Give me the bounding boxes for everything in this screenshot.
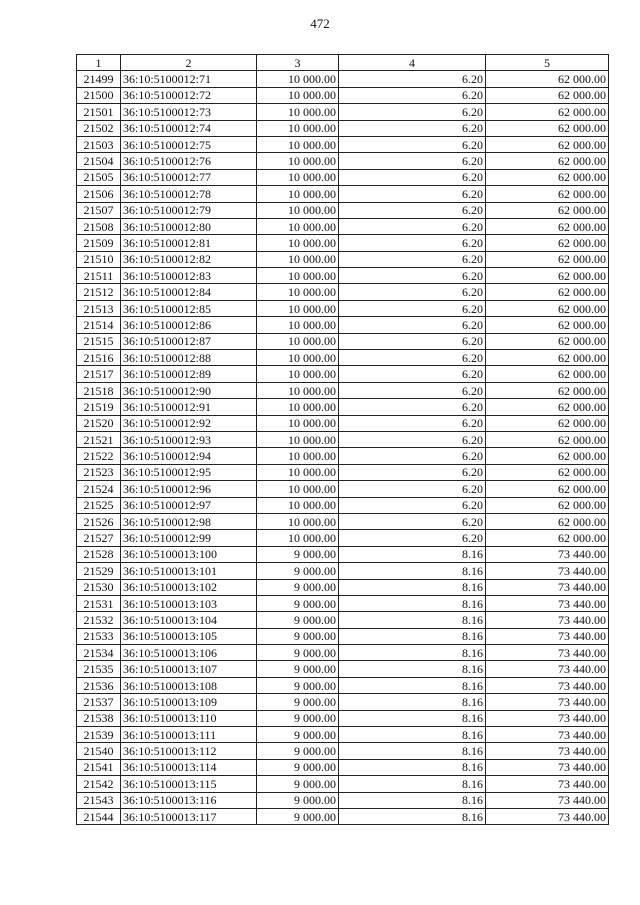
row-number-cell: 21507: [77, 202, 121, 218]
rate-cell: 6.20: [339, 235, 486, 251]
area-cell: 10 000.00: [257, 186, 339, 202]
area-cell: 10 000.00: [257, 169, 339, 185]
amount-cell: 62 000.00: [486, 169, 609, 185]
amount-cell: 62 000.00: [486, 202, 609, 218]
rate-cell: 6.20: [339, 415, 486, 431]
area-cell: 10 000.00: [257, 431, 339, 447]
area-cell: 10 000.00: [257, 530, 339, 546]
cadastral-number-cell: 36:10:5100012:79: [121, 202, 257, 218]
rate-cell: 6.20: [339, 120, 486, 136]
cadastral-number-cell: 36:10:5100013:110: [121, 710, 257, 726]
table-row: [77, 530, 609, 546]
row-number-cell: 21535: [77, 661, 121, 677]
area-cell: 10 000.00: [257, 497, 339, 513]
area-cell: 10 000.00: [257, 366, 339, 382]
cadastral-number-cell: 36:10:5100012:95: [121, 464, 257, 480]
area-cell: 10 000.00: [257, 399, 339, 415]
area-cell: 10 000.00: [257, 218, 339, 234]
row-number-cell: 21506: [77, 186, 121, 202]
amount-cell: 73 440.00: [486, 710, 609, 726]
table-row: [77, 251, 609, 267]
area-cell: 10 000.00: [257, 251, 339, 267]
amount-cell: 62 000.00: [486, 218, 609, 234]
rate-cell: 8.16: [339, 628, 486, 644]
cadastral-number-cell: 36:10:5100012:84: [121, 284, 257, 300]
cadastral-number-cell: 36:10:5100013:108: [121, 677, 257, 693]
row-number-cell: 21542: [77, 776, 121, 792]
cadastral-number-cell: 36:10:5100012:74: [121, 120, 257, 136]
rate-cell: 6.20: [339, 399, 486, 415]
page-number: 472: [310, 16, 330, 31]
table-row: [77, 464, 609, 480]
rate-cell: 6.20: [339, 513, 486, 529]
area-cell: 10 000.00: [257, 284, 339, 300]
amount-cell: 62 000.00: [486, 71, 609, 87]
row-number-cell: 21503: [77, 136, 121, 152]
table-row: [77, 808, 609, 824]
table-row: [77, 710, 609, 726]
row-number-cell: 21510: [77, 251, 121, 267]
area-cell: 10 000.00: [257, 202, 339, 218]
cadastral-number-cell: 36:10:5100013:101: [121, 563, 257, 579]
area-cell: 10 000.00: [257, 513, 339, 529]
rate-cell: 6.20: [339, 104, 486, 120]
cadastral-number-cell: 36:10:5100012:92: [121, 415, 257, 431]
cadastral-number-cell: 36:10:5100013:117: [121, 808, 257, 824]
area-cell: 9 000.00: [257, 727, 339, 743]
amount-cell: 73 440.00: [486, 612, 609, 628]
table-row: [77, 661, 609, 677]
cadastral-number-cell: 36:10:5100013:107: [121, 661, 257, 677]
area-cell: 10 000.00: [257, 415, 339, 431]
amount-cell: 62 000.00: [486, 382, 609, 398]
rate-cell: 6.20: [339, 136, 486, 152]
amount-cell: 62 000.00: [486, 481, 609, 497]
area-cell: 10 000.00: [257, 71, 339, 87]
table-row: [77, 317, 609, 333]
column-header-4: 4: [339, 55, 486, 71]
table-row: [77, 415, 609, 431]
cadastral-number-cell: 36:10:5100012:87: [121, 333, 257, 349]
area-cell: 9 000.00: [257, 808, 339, 824]
row-number-cell: 21501: [77, 104, 121, 120]
cadastral-number-cell: 36:10:5100012:89: [121, 366, 257, 382]
area-cell: 10 000.00: [257, 317, 339, 333]
table-row: [77, 186, 609, 202]
row-number-cell: 21499: [77, 71, 121, 87]
area-cell: 10 000.00: [257, 136, 339, 152]
table-row: [77, 300, 609, 316]
rate-cell: 6.20: [339, 431, 486, 447]
amount-cell: 62 000.00: [486, 399, 609, 415]
cadastral-number-cell: 36:10:5100013:100: [121, 546, 257, 562]
table-row: [77, 481, 609, 497]
rate-cell: 8.16: [339, 546, 486, 562]
area-cell: 9 000.00: [257, 628, 339, 644]
row-number-cell: 21525: [77, 497, 121, 513]
cadastral-number-cell: 36:10:5100013:109: [121, 694, 257, 710]
row-number-cell: 21511: [77, 268, 121, 284]
row-number-cell: 21532: [77, 612, 121, 628]
cadastral-number-cell: 36:10:5100012:91: [121, 399, 257, 415]
amount-cell: 62 000.00: [486, 431, 609, 447]
table-row: [77, 169, 609, 185]
rate-cell: 8.16: [339, 743, 486, 759]
rate-cell: 6.20: [339, 153, 486, 169]
amount-cell: 62 000.00: [486, 235, 609, 251]
cadastral-number-cell: 36:10:5100013:104: [121, 612, 257, 628]
table-row: [77, 382, 609, 398]
area-cell: 9 000.00: [257, 792, 339, 808]
cadastral-number-cell: 36:10:5100012:85: [121, 300, 257, 316]
row-number-cell: 21533: [77, 628, 121, 644]
table-row: [77, 448, 609, 464]
row-number-cell: 21519: [77, 399, 121, 415]
table-row: [77, 399, 609, 415]
rate-cell: 6.20: [339, 218, 486, 234]
row-number-cell: 21513: [77, 300, 121, 316]
cadastral-number-cell: 36:10:5100013:105: [121, 628, 257, 644]
row-number-cell: 21540: [77, 743, 121, 759]
amount-cell: 73 440.00: [486, 727, 609, 743]
amount-cell: 62 000.00: [486, 497, 609, 513]
rate-cell: 6.20: [339, 530, 486, 546]
cadastral-number-cell: 36:10:5100013:116: [121, 792, 257, 808]
amount-cell: 73 440.00: [486, 563, 609, 579]
area-cell: 9 000.00: [257, 710, 339, 726]
cadastral-number-cell: 36:10:5100013:106: [121, 645, 257, 661]
area-cell: 9 000.00: [257, 677, 339, 693]
cadastral-number-cell: 36:10:5100012:75: [121, 136, 257, 152]
rate-cell: 6.20: [339, 333, 486, 349]
table-row: [77, 628, 609, 644]
area-cell: 10 000.00: [257, 153, 339, 169]
area-cell: 10 000.00: [257, 481, 339, 497]
row-number-cell: 21520: [77, 415, 121, 431]
rate-cell: 6.20: [339, 87, 486, 103]
rate-cell: 6.20: [339, 186, 486, 202]
area-cell: 9 000.00: [257, 563, 339, 579]
row-number-cell: 21534: [77, 645, 121, 661]
rate-cell: 6.20: [339, 317, 486, 333]
amount-cell: 73 440.00: [486, 694, 609, 710]
area-cell: 10 000.00: [257, 382, 339, 398]
amount-cell: 73 440.00: [486, 677, 609, 693]
amount-cell: 62 000.00: [486, 530, 609, 546]
table-row: [77, 202, 609, 218]
rate-cell: 8.16: [339, 661, 486, 677]
amount-cell: 73 440.00: [486, 628, 609, 644]
table-row: [77, 563, 609, 579]
table-row: [77, 776, 609, 792]
row-number-cell: 21509: [77, 235, 121, 251]
amount-cell: 73 440.00: [486, 792, 609, 808]
table-row: [77, 235, 609, 251]
table-row: [77, 546, 609, 562]
row-number-cell: 21528: [77, 546, 121, 562]
rate-cell: 6.20: [339, 366, 486, 382]
area-cell: 10 000.00: [257, 120, 339, 136]
area-cell: 9 000.00: [257, 661, 339, 677]
table-row: [77, 71, 609, 87]
rate-cell: 8.16: [339, 645, 486, 661]
table-row: [77, 153, 609, 169]
row-number-cell: 21523: [77, 464, 121, 480]
table-row: [77, 612, 609, 628]
table-row: [77, 645, 609, 661]
area-cell: 9 000.00: [257, 694, 339, 710]
row-number-cell: 21524: [77, 481, 121, 497]
rate-cell: 6.20: [339, 497, 486, 513]
amount-cell: 62 000.00: [486, 415, 609, 431]
rate-cell: 8.16: [339, 792, 486, 808]
cadastral-number-cell: 36:10:5100012:98: [121, 513, 257, 529]
table-row: [77, 218, 609, 234]
row-number-cell: 21530: [77, 579, 121, 595]
area-cell: 9 000.00: [257, 595, 339, 611]
rate-cell: 8.16: [339, 694, 486, 710]
area-cell: 10 000.00: [257, 464, 339, 480]
cadastral-number-cell: 36:10:5100012:83: [121, 268, 257, 284]
row-number-cell: 21521: [77, 431, 121, 447]
table-row: [77, 284, 609, 300]
row-number-cell: 21516: [77, 350, 121, 366]
cadastral-number-cell: 36:10:5100013:112: [121, 743, 257, 759]
row-number-cell: 21514: [77, 317, 121, 333]
row-number-cell: 21539: [77, 727, 121, 743]
row-number-cell: 21531: [77, 595, 121, 611]
table-row: [77, 120, 609, 136]
area-cell: 9 000.00: [257, 579, 339, 595]
row-number-cell: 21505: [77, 169, 121, 185]
row-number-cell: 21526: [77, 513, 121, 529]
amount-cell: 73 440.00: [486, 743, 609, 759]
table-row: [77, 431, 609, 447]
amount-cell: 73 440.00: [486, 645, 609, 661]
rate-cell: 8.16: [339, 710, 486, 726]
cadastral-number-cell: 36:10:5100013:103: [121, 595, 257, 611]
table-row: [77, 743, 609, 759]
table-row: [77, 694, 609, 710]
rate-cell: 8.16: [339, 776, 486, 792]
area-cell: 9 000.00: [257, 776, 339, 792]
rate-cell: 8.16: [339, 677, 486, 693]
rate-cell: 8.16: [339, 808, 486, 824]
amount-cell: 62 000.00: [486, 366, 609, 382]
amount-cell: 62 000.00: [486, 87, 609, 103]
rate-cell: 6.20: [339, 268, 486, 284]
cadastral-number-cell: 36:10:5100012:90: [121, 382, 257, 398]
rate-cell: 6.20: [339, 350, 486, 366]
rate-cell: 8.16: [339, 759, 486, 775]
table-row: [77, 366, 609, 382]
rate-cell: 6.20: [339, 284, 486, 300]
rate-cell: 8.16: [339, 612, 486, 628]
table-header: [77, 55, 609, 71]
row-number-cell: 21502: [77, 120, 121, 136]
data-table: [76, 54, 609, 825]
amount-cell: 73 440.00: [486, 546, 609, 562]
amount-cell: 62 000.00: [486, 464, 609, 480]
area-cell: 10 000.00: [257, 87, 339, 103]
rate-cell: 6.20: [339, 300, 486, 316]
area-cell: 9 000.00: [257, 645, 339, 661]
row-number-cell: 21527: [77, 530, 121, 546]
cadastral-number-cell: 36:10:5100012:86: [121, 317, 257, 333]
cadastral-number-cell: 36:10:5100012:99: [121, 530, 257, 546]
rate-cell: 8.16: [339, 595, 486, 611]
area-cell: 9 000.00: [257, 546, 339, 562]
row-number-cell: 21504: [77, 153, 121, 169]
row-number-cell: 21515: [77, 333, 121, 349]
table-body: [77, 71, 609, 825]
area-cell: 10 000.00: [257, 333, 339, 349]
column-header-5: 5: [486, 55, 609, 71]
table-row: [77, 104, 609, 120]
rate-cell: 6.20: [339, 448, 486, 464]
rate-cell: 8.16: [339, 579, 486, 595]
amount-cell: 62 000.00: [486, 120, 609, 136]
rate-cell: 6.20: [339, 71, 486, 87]
column-header-2: 2: [121, 55, 257, 71]
row-number-cell: 21529: [77, 563, 121, 579]
row-number-cell: 21522: [77, 448, 121, 464]
area-cell: 10 000.00: [257, 300, 339, 316]
amount-cell: 62 000.00: [486, 300, 609, 316]
cadastral-number-cell: 36:10:5100012:73: [121, 104, 257, 120]
row-number-cell: 21538: [77, 710, 121, 726]
amount-cell: 62 000.00: [486, 317, 609, 333]
row-number-cell: 21541: [77, 759, 121, 775]
cadastral-number-cell: 36:10:5100012:77: [121, 169, 257, 185]
table-row: [77, 350, 609, 366]
row-number-cell: 21508: [77, 218, 121, 234]
table-row: [77, 497, 609, 513]
amount-cell: 73 440.00: [486, 661, 609, 677]
amount-cell: 62 000.00: [486, 333, 609, 349]
rate-cell: 8.16: [339, 727, 486, 743]
area-cell: 10 000.00: [257, 104, 339, 120]
table-row: [77, 87, 609, 103]
table-row: [77, 579, 609, 595]
header-row: [77, 55, 609, 71]
amount-cell: 62 000.00: [486, 513, 609, 529]
amount-cell: 62 000.00: [486, 448, 609, 464]
cadastral-number-cell: 36:10:5100012:97: [121, 497, 257, 513]
column-header-1: 1: [77, 55, 121, 71]
table-row: [77, 333, 609, 349]
cadastral-number-cell: 36:10:5100013:102: [121, 579, 257, 595]
rate-cell: 6.20: [339, 169, 486, 185]
amount-cell: 62 000.00: [486, 268, 609, 284]
cadastral-number-cell: 36:10:5100013:115: [121, 776, 257, 792]
amount-cell: 62 000.00: [486, 153, 609, 169]
row-number-cell: 21543: [77, 792, 121, 808]
row-number-cell: 21500: [77, 87, 121, 103]
amount-cell: 62 000.00: [486, 104, 609, 120]
table-row: [77, 595, 609, 611]
amount-cell: 73 440.00: [486, 808, 609, 824]
area-cell: 10 000.00: [257, 448, 339, 464]
table-row: [77, 759, 609, 775]
table-row: [77, 792, 609, 808]
rate-cell: 6.20: [339, 202, 486, 218]
amount-cell: 62 000.00: [486, 350, 609, 366]
cadastral-number-cell: 36:10:5100012:94: [121, 448, 257, 464]
table-row: [77, 677, 609, 693]
area-cell: 10 000.00: [257, 235, 339, 251]
area-cell: 10 000.00: [257, 268, 339, 284]
cadastral-number-cell: 36:10:5100012:80: [121, 218, 257, 234]
rate-cell: 6.20: [339, 481, 486, 497]
table-row: [77, 727, 609, 743]
row-number-cell: 21537: [77, 694, 121, 710]
table-row: [77, 513, 609, 529]
row-number-cell: 21536: [77, 677, 121, 693]
amount-cell: 73 440.00: [486, 595, 609, 611]
rate-cell: 6.20: [339, 464, 486, 480]
table-row: [77, 268, 609, 284]
amount-cell: 62 000.00: [486, 251, 609, 267]
cadastral-number-cell: 36:10:5100012:71: [121, 71, 257, 87]
cadastral-number-cell: 36:10:5100012:93: [121, 431, 257, 447]
cadastral-number-cell: 36:10:5100013:111: [121, 727, 257, 743]
cadastral-number-cell: 36:10:5100012:96: [121, 481, 257, 497]
area-cell: 9 000.00: [257, 612, 339, 628]
amount-cell: 62 000.00: [486, 284, 609, 300]
cadastral-number-cell: 36:10:5100012:82: [121, 251, 257, 267]
amount-cell: 73 440.00: [486, 776, 609, 792]
amount-cell: 73 440.00: [486, 579, 609, 595]
rate-cell: 6.20: [339, 382, 486, 398]
area-cell: 10 000.00: [257, 350, 339, 366]
cadastral-number-cell: 36:10:5100012:88: [121, 350, 257, 366]
cadastral-number-cell: 36:10:5100012:81: [121, 235, 257, 251]
column-header-3: 3: [257, 55, 339, 71]
row-number-cell: 21518: [77, 382, 121, 398]
cadastral-number-cell: 36:10:5100013:114: [121, 759, 257, 775]
rate-cell: 8.16: [339, 563, 486, 579]
amount-cell: 62 000.00: [486, 136, 609, 152]
cadastral-number-cell: 36:10:5100012:76: [121, 153, 257, 169]
rate-cell: 6.20: [339, 251, 486, 267]
amount-cell: 73 440.00: [486, 759, 609, 775]
area-cell: 9 000.00: [257, 743, 339, 759]
area-cell: 9 000.00: [257, 759, 339, 775]
row-number-cell: 21544: [77, 808, 121, 824]
cadastral-number-cell: 36:10:5100012:72: [121, 87, 257, 103]
amount-cell: 62 000.00: [486, 186, 609, 202]
cadastral-number-cell: 36:10:5100012:78: [121, 186, 257, 202]
row-number-cell: 21517: [77, 366, 121, 382]
row-number-cell: 21512: [77, 284, 121, 300]
table-row: [77, 136, 609, 152]
